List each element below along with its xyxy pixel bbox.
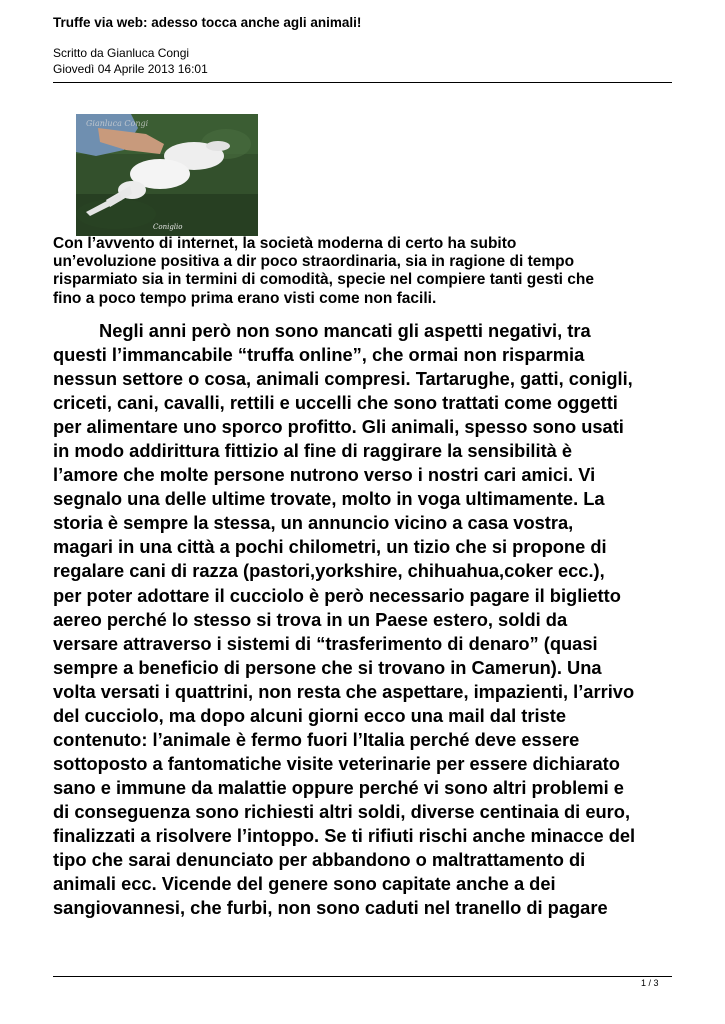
body-line: animali ecc. Vicende del genere sono capitate anche a dei: [53, 873, 556, 895]
body-line: magari in una città a pochi chilometri, un tizio che si propone di: [53, 536, 607, 558]
body-line: finalizzati a risolvere l’intoppo. Se ti rifiuti rischi anche minacce del: [53, 824, 636, 846]
body-line: questi l’immancabile “truffa online”, che ormai non risparmia: [53, 344, 585, 366]
document-title: Truffe via web: adesso tocca anche agli animali!: [53, 15, 362, 30]
photo-caption: Coniglio: [153, 223, 183, 231]
date-line: Giovedì 04 Aprile 2013 16:01: [53, 62, 208, 76]
body-line: in modo addirittura fittizio al fine di raggirare la sensibilità è: [53, 440, 573, 462]
rabbit-photo: [76, 114, 258, 236]
body-line: criceti, cani, cavalli, rettili e uccelli che sono trattati come oggetti: [53, 392, 618, 414]
body-line: sangiovannesi, che furbi, non sono caduti nel tranello di pagare: [53, 897, 608, 919]
author-line: Scritto da Gianluca Congi: [53, 46, 190, 60]
body-line: per alimentare uno sporco profitto. Gli animali, spesso sono usati: [53, 416, 624, 438]
body-line: per poter adottare il cucciolo è però necessario pagare il biglietto: [53, 584, 621, 606]
intro-line: un’evoluzione positiva a dir poco straordinaria, sia in ragione di tempo: [53, 253, 575, 271]
body-line: di conseguenza sono richiesti altri soldi, diverse centinaia di euro,: [53, 800, 631, 822]
body-line: l’amore che molte persone nutrono verso i nostri cari amici. Vi: [53, 464, 596, 486]
intro-line: fino a poco tempo prima erano visti come non facili.: [53, 289, 437, 307]
article-intro: [53, 235, 678, 308]
body-line: nessun settore o cosa, animali compresi. Tartarughe, gatti, conigli,: [53, 368, 633, 390]
body-line: Negli anni però non sono mancati gli aspetti negativi, tra: [99, 320, 591, 341]
body-line: sano e immune da malattie oppure perché vi sono altri problemi e: [53, 776, 624, 798]
body-line: sempre a beneficio di persone che si trovano in Camerun). Una: [53, 656, 602, 678]
body-line: contenuto: l’animale è fermo fuori l’Italia perché deve essere: [53, 728, 580, 750]
rabbit-photo-drawing: [76, 114, 258, 236]
body-line: sottoposto a fantomatiche visite veterinarie per essere dichiarato: [53, 752, 620, 774]
body-line: del cucciolo, ma dopo alcuni giorni ecco una mail dal triste: [53, 704, 566, 726]
body-line: versare attraverso i sistemi di “trasferimento di denaro” (quasi: [53, 632, 598, 654]
page-number: 1 / 3: [641, 978, 659, 988]
body-line: tipo che sarai denunciato per abbandono o maltrattamento di: [53, 849, 586, 871]
body-line: segnalo una delle ultime trovate, molto in voga ultimamente. La: [53, 488, 605, 510]
body-line: volta versati i quattrini, non resta che aspettare, impazienti, l’arrivo: [53, 680, 635, 702]
header-divider: [53, 82, 672, 83]
footer-divider: [53, 976, 672, 977]
photo-watermark: Gianluca Congi: [86, 119, 149, 128]
intro-line: risparmiato sia in termini di comodità, specie nel compiere tanti gesti che: [53, 271, 594, 289]
article-body: [53, 319, 678, 920]
body-line: regalare cani di razza (pastori,yorkshire, chihuahua,coker ecc.),: [53, 560, 605, 582]
body-line: aereo perché lo stesso si trova in un Paese estero, soldi da: [53, 608, 568, 630]
body-line: storia è sempre la stessa, un annuncio vicino a casa vostra,: [53, 512, 574, 534]
intro-line: Con l’avvento di internet, la società moderna di certo ha subito: [53, 235, 517, 252]
